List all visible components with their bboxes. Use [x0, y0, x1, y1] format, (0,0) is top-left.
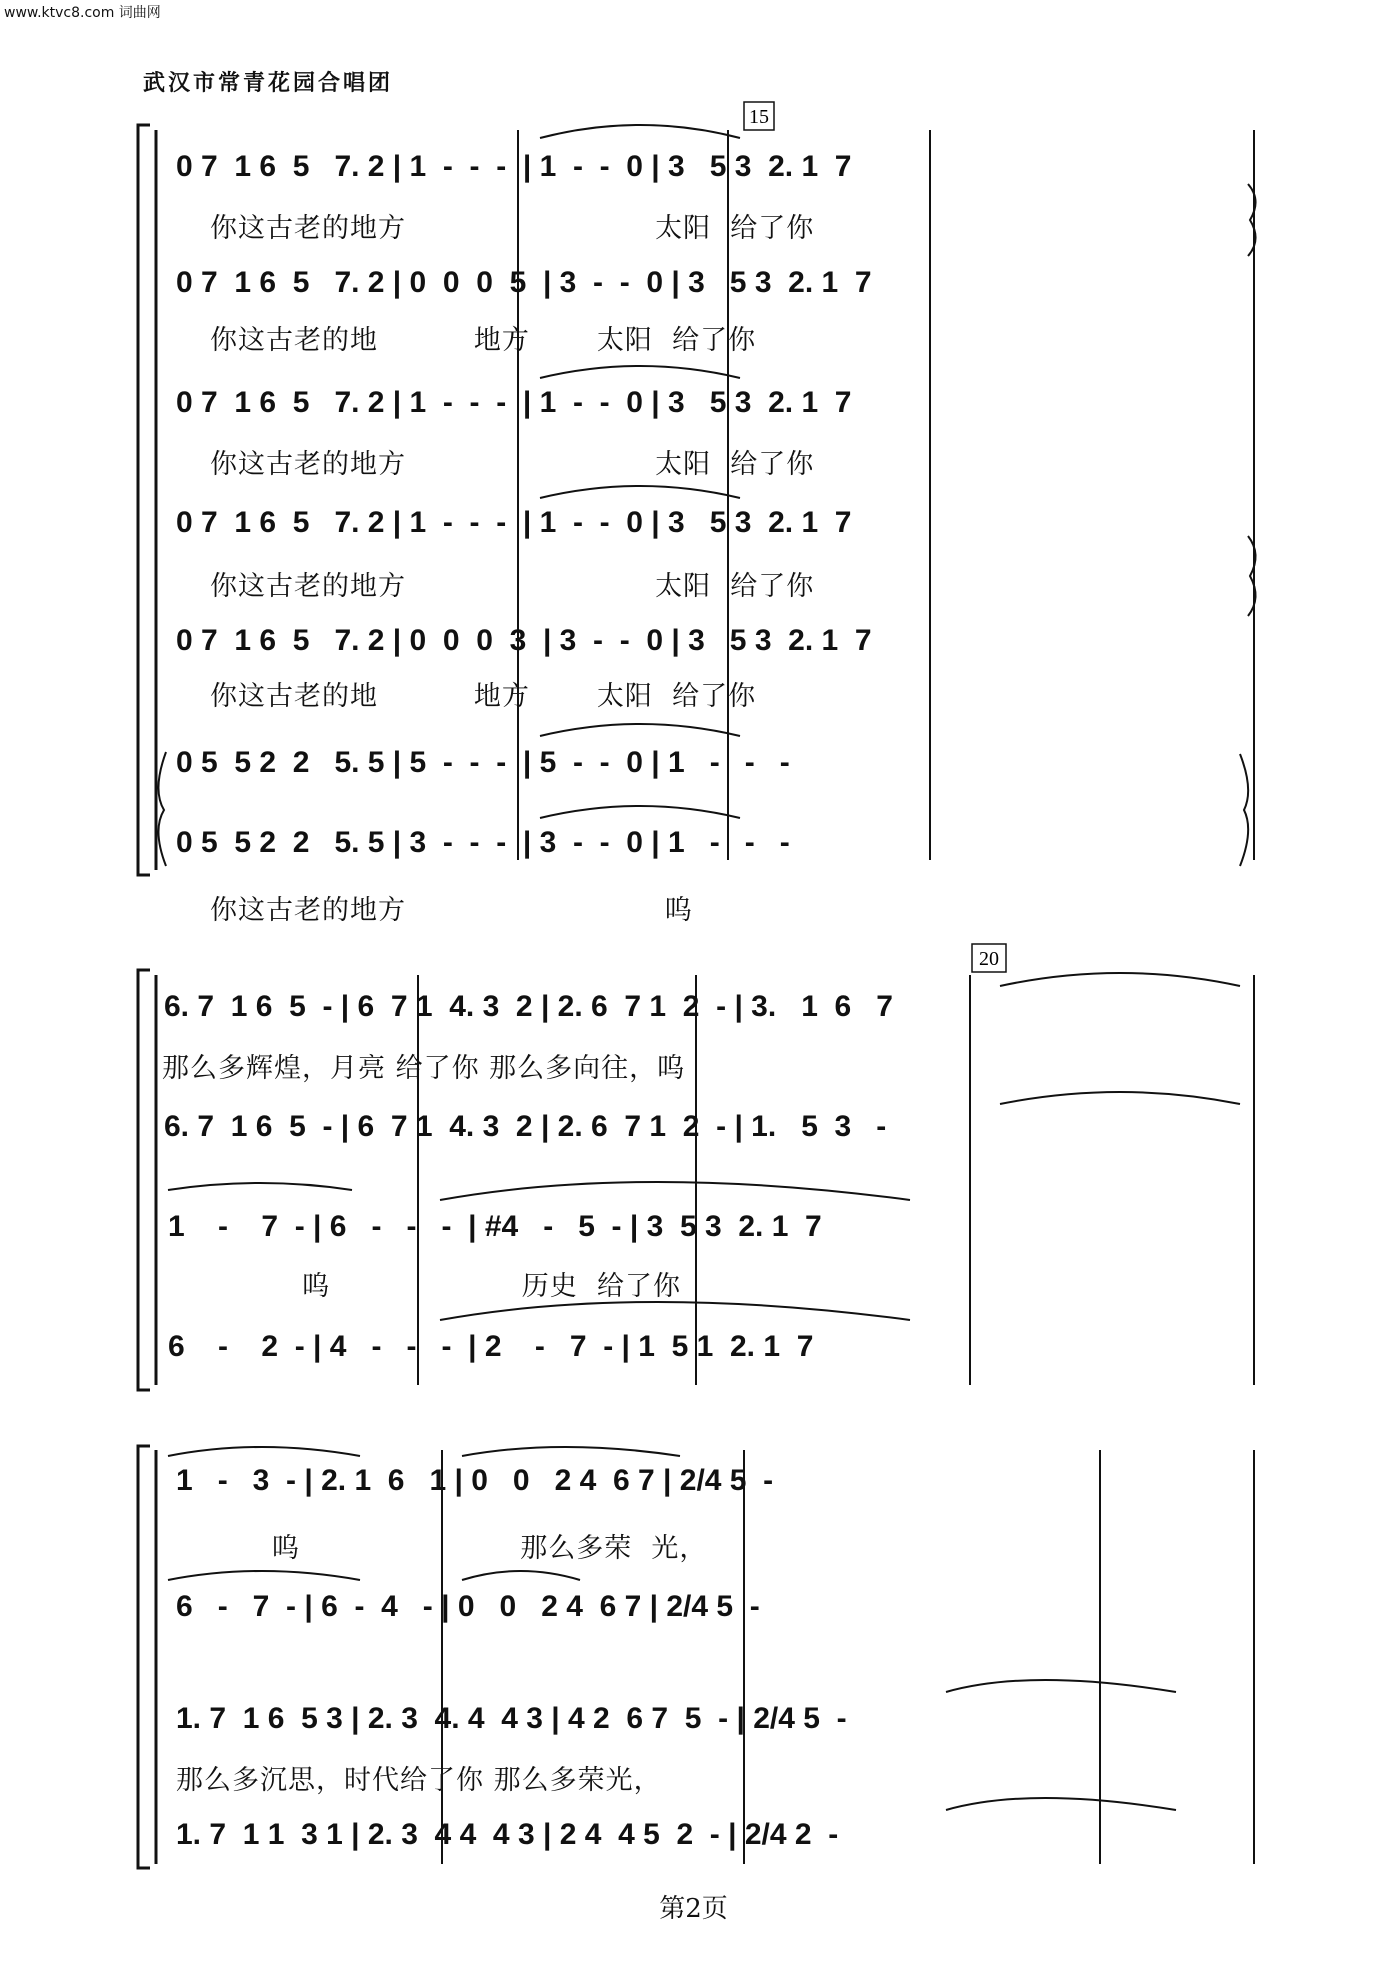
watermark: www.ktvc8.com 词曲网: [4, 5, 161, 21]
staff-3-1-lyric: 呜 那么多荣 光，: [176, 1533, 708, 1564]
staff-2-3-notes: 1 - 7 - | 6 - - - | #4 - 5 - | 3 5 3 2. 1 7: [168, 1210, 822, 1243]
staff-3-4-notes: 1. 7 1 1 3 1 | 2. 3 4 4 4 3 | 2 4 4 5 2 - | 2/4 2 -: [176, 1818, 839, 1851]
system-1-bracket: [138, 125, 150, 875]
measure-number-20: 20: [979, 948, 999, 970]
staff-3-1-notes: 1 - 3 - | 2. 1 6 1 | 0 0 2 4 6 7 | 2/4 5 -: [176, 1464, 774, 1497]
page-number: 第2页: [659, 1894, 728, 1924]
staff-1-3-lyric: 你这古老的地方 太阳 给了你: [210, 449, 815, 480]
staff-3-3-notes: 1. 7 1 6 5 3 | 2. 3 4. 4 4 3 | 4 2 6 7 5 - | 2/4 5 -: [176, 1702, 847, 1735]
staff-1-5-notes: 0 7 1 6 5 7. 2 | 0 0 0 3 | 3 - - 0 | 3 5 3 2. 1 7: [176, 624, 872, 657]
staff-1-4-lyric: 你这古老的地方 太阳 给了你: [210, 571, 815, 602]
staff-2-1-notes: 6. 7 1 6 5 - | 6 7 1 4. 3 2 | 2. 6 7 1 2 - | 3. 1 6 7: [164, 990, 893, 1023]
staff-1-5-lyric: 你这古老的地 地方 太阳 给了你: [210, 681, 757, 712]
staff-1-2-lyric: 你这古老的地 地方 太阳 给了你: [210, 325, 757, 356]
staff-1-2-notes: 0 7 1 6 5 7. 2 | 0 0 0 5 | 3 - - 0 | 3 5 3 2. 1 7: [176, 266, 872, 299]
staff-1-7-notes: 0 5 5 2 2 5. 5 | 3 - - - | 3 - - 0 | 1 - - -: [176, 826, 790, 859]
system-2-bracket: [138, 970, 150, 1390]
staff-1-6-notes: 0 5 5 2 2 5. 5 | 5 - - - | 5 - - 0 | 1 - - -: [176, 746, 790, 779]
staff-2-3-lyric: 呜 历史 给了你: [168, 1271, 681, 1302]
staff-1-7-lyric: 你这古老的地方 呜: [210, 895, 693, 926]
system-3-bracket: [138, 1446, 150, 1868]
staff-2-4-notes: 6 - 2 - | 4 - - - | 2 - 7 - | 1 5 1 2. 1 7: [168, 1330, 814, 1363]
staff-2-2-notes: 6. 7 1 6 5 - | 6 7 1 4. 3 2 | 2. 6 7 1 2 - | 1. 5 3 -: [164, 1110, 887, 1143]
staff-3-2-notes: 6 - 7 - | 6 - 4 - | 0 0 2 4 6 7 | 2/4 5 -: [176, 1590, 760, 1623]
staff-3-3-lyric: 那么多沉思，时代给了你 那么多荣光，: [176, 1765, 662, 1796]
staff-1-3-notes: 0 7 1 6 5 7. 2 | 1 - - - | 1 - - 0 | 3 5 3 2. 1 7: [176, 386, 852, 419]
staff-1-4-notes: 0 7 1 6 5 7. 2 | 1 - - - | 1 - - 0 | 3 5 3 2. 1 7: [176, 506, 852, 539]
measure-number-15: 15: [749, 106, 769, 128]
staff-1-1-lyric: 你这古老的地方 太阳 给了你: [210, 213, 815, 244]
staff-1-1-notes: 0 7 1 6 5 7. 2 | 1 - - - | 1 - - 0 | 3 5 3 2. 1 7: [176, 150, 852, 183]
choir-name-header: 武汉市常青花园合唱团: [143, 70, 394, 96]
staff-2-1-lyric: 那么多辉煌，月亮 给了你 那么多向往，呜: [162, 1053, 686, 1084]
